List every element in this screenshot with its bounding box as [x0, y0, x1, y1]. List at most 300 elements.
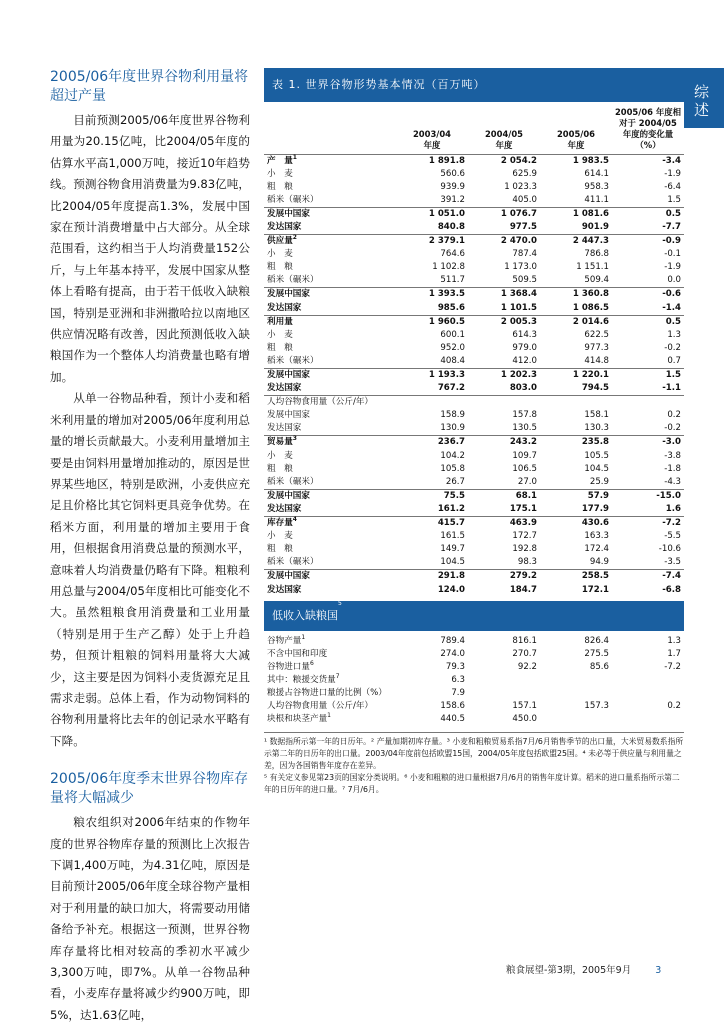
- row-label: [264, 274, 396, 288]
- value-cell: 130.5: [512, 423, 537, 434]
- section1-heading: 2005/06年度世界谷物利用量将超过产量: [50, 69, 249, 104]
- value-cell: 235.8: [540, 436, 612, 450]
- value-cell: 764.6: [440, 249, 465, 260]
- value-cell: 1 023.3: [504, 181, 537, 192]
- table-row: [264, 635, 684, 648]
- row-label: [264, 396, 396, 410]
- table-row: [264, 261, 684, 274]
- change-cell: 1.5: [612, 369, 684, 383]
- page-number: 3: [655, 965, 662, 976]
- value-cell: 412.0: [512, 355, 537, 366]
- value-cell: 1 220.1: [540, 369, 612, 383]
- row-label: [264, 221, 396, 235]
- value-cell: 2 447.3: [540, 235, 612, 249]
- change-cell: [612, 674, 684, 687]
- value-cell: 405.0: [512, 194, 537, 205]
- page-footer: [506, 962, 661, 976]
- row-label-text: 稻米（碾米）: [267, 476, 319, 487]
- row-label: [264, 315, 396, 329]
- value-cell: 274.0: [440, 648, 465, 659]
- value-cell: 106.5: [512, 463, 537, 474]
- section1-paragraph-2: 从单一谷物品种看，预计小麦和稻米利用量的增加对2005/06年度利用总量的增长贡献最大。小麦利用量增加主要是由饲料用量增加推动的，原因是世界某些地区，特别是欧洲，小麦供应充足且价格比其它饲料更具竞争优势。在稻米方面，利用量的增加主要用于食用，但根据食用消费总量的预测水平，意味着人均消费量仍略有下降。粗粮利用总量与2004/05年度相比可能变化不大。虽然粗粮食用消费量和工业用量（特别是用于生产乙醇）处于上升趋势，但预计粗粮的饲料用量将大大减少，这主要是因为饲料小麦货源充足且需求走弱。总体上看，作为动物饲料的谷物利用量将比去年的创记录水平略有下降。: [50, 391, 250, 748]
- table-row: [264, 584, 684, 597]
- row-label: [264, 570, 396, 584]
- row-label: [264, 713, 396, 726]
- row-label: [264, 181, 396, 194]
- row-footnote-marker: 7: [335, 672, 340, 680]
- value-cell: 1 193.3: [396, 369, 468, 383]
- row-label-text: 发展中国家: [267, 208, 310, 219]
- row-footnote-marker: 3: [292, 435, 297, 443]
- change-cell: -5.5: [664, 531, 681, 542]
- footnote: ⁵ 有关定义参见第23页的国家分类说明。⁶ 小麦和粗粮的进口量根据7月/6月的销售年度计算。稻米的进口量系指所示第二年的日历年的进口量。⁷ 7月/6月。: [264, 773, 680, 795]
- value-cell: 840.8: [437, 221, 465, 232]
- value-cell: 1 202.3: [468, 369, 540, 383]
- change-cell: -0.6: [612, 288, 684, 302]
- value-cell: 175.1: [509, 503, 537, 514]
- value-cell: 68.1: [468, 489, 540, 503]
- value-cell: 509.5: [512, 275, 537, 286]
- row-label-text: 人均谷物食用量（公斤/年）: [267, 701, 374, 712]
- value-cell: 6.3: [451, 674, 465, 685]
- value-cell: 157.8: [512, 410, 537, 421]
- row-label-text: 块根和块茎产量: [267, 714, 328, 725]
- table-row: [264, 450, 684, 463]
- section2-paragraph-1: 粮农组织对2006年结束的作物年度的世界谷物库存量的预测比上次报告下调1,400万吨，为4.31亿吨，原因是目前预计2005/06年度全球谷物产量相对于利用量的缺口加大，将需要动用储备给予补充。根据这一预测，世界谷物库存量将比相对较高的季初水平减少3,300万吨，即7%。从单一谷物品种看，小麦库存量将减少约900万吨，即5%，达1.63亿吨，: [50, 815, 250, 1022]
- table-row: [264, 221, 684, 235]
- value-cell: 1 101.5: [500, 302, 537, 313]
- row-label-text: 贸易量: [267, 437, 293, 448]
- row-label-text: 稻米（碾米）: [267, 355, 319, 366]
- table-row: [264, 713, 684, 726]
- row-label-text: 发达国家: [267, 423, 302, 434]
- value-cell: 192.8: [512, 544, 537, 555]
- row-label: [264, 235, 396, 249]
- change-cell: [612, 396, 684, 410]
- value-cell: 977.3: [584, 342, 609, 353]
- value-cell: 172.7: [512, 531, 537, 542]
- value-cell: 1 891.8: [396, 154, 468, 168]
- value-cell: 625.9: [512, 168, 537, 179]
- change-cell: 1.6: [665, 503, 681, 514]
- value-cell: [468, 396, 540, 410]
- value-cell: 816.1: [512, 635, 537, 646]
- value-cell: 98.3: [517, 557, 537, 568]
- col-header: [540, 102, 612, 154]
- row-label-text: 稻米（碾米）: [267, 194, 319, 205]
- row-label-text: 谷物进口量: [267, 661, 310, 672]
- change-cell: -1.4: [662, 302, 681, 313]
- value-cell: 7.9: [451, 687, 465, 698]
- row-label-text: 发展中国家: [267, 410, 310, 421]
- value-cell: 2 014.6: [540, 315, 612, 329]
- row-label-text: 不含中国和印度: [267, 648, 328, 659]
- value-cell: [540, 713, 612, 726]
- value-cell: 1 368.4: [468, 288, 540, 302]
- value-cell: 614.1: [584, 168, 609, 179]
- value-cell: 157.3: [584, 701, 609, 712]
- value-cell: 258.5: [540, 570, 612, 584]
- change-cell: 0.2: [667, 410, 681, 421]
- table-row: [264, 687, 684, 700]
- value-cell: [540, 674, 612, 687]
- value-cell: 803.0: [509, 383, 537, 394]
- value-cell: 243.2: [468, 436, 540, 450]
- row-label: [264, 476, 396, 490]
- change-cell: -7.7: [662, 221, 681, 232]
- change-cell: -0.2: [664, 423, 681, 434]
- row-footnote-marker: 1: [327, 712, 331, 720]
- value-cell: 1 051.0: [396, 207, 468, 221]
- main-data-table: [264, 102, 684, 597]
- row-label: [264, 503, 396, 517]
- row-label: [264, 342, 396, 355]
- value-cell: 161.2: [437, 503, 465, 514]
- value-cell: 463.9: [468, 517, 540, 531]
- table-row: [264, 648, 684, 661]
- row-label-text: 发达国家: [267, 584, 302, 595]
- table-row: [264, 194, 684, 208]
- value-cell: 275.5: [584, 648, 609, 659]
- table-row: [264, 396, 684, 410]
- row-footnote-marker: 4: [292, 516, 297, 524]
- value-cell: 977.5: [509, 221, 537, 232]
- value-cell: 786.8: [584, 249, 609, 260]
- value-cell: 158.9: [440, 410, 465, 421]
- table-row: [264, 661, 684, 674]
- row-label-text: 小 麦: [267, 168, 293, 179]
- value-cell: 104.5: [584, 463, 609, 474]
- table-row: [264, 517, 684, 531]
- col-header-label: 2004/05 年度: [484, 128, 524, 150]
- table-row: [264, 570, 684, 584]
- row-label: [264, 248, 396, 261]
- value-cell: 789.4: [440, 635, 465, 646]
- table-row: [264, 543, 684, 556]
- change-cell: -1.9: [664, 262, 681, 273]
- value-cell: 172.4: [584, 544, 609, 555]
- change-cell: -6.8: [662, 584, 681, 595]
- change-cell: -3.5: [664, 557, 681, 568]
- section2-heading: 2005/06年度季末世界谷物库存量将大幅减少: [50, 771, 249, 807]
- row-label-text: 粮援占谷物进口量的比例（%）: [267, 687, 387, 698]
- table-row: [264, 342, 684, 355]
- change-cell: -15.0: [612, 489, 684, 503]
- table-row: [264, 302, 684, 316]
- value-cell: 130.3: [584, 423, 609, 434]
- row-label: [264, 422, 396, 436]
- value-cell: 177.9: [581, 503, 609, 514]
- row-label-text: 发展中国家: [267, 289, 310, 300]
- change-cell: 0.5: [612, 315, 684, 329]
- value-cell: 124.0: [437, 584, 465, 595]
- col-header-label: 2005/06 年度相对于 2004/05 年度的变化量（%）: [614, 106, 682, 150]
- change-cell: 0.0: [667, 275, 681, 286]
- value-cell: 901.9: [581, 221, 609, 232]
- value-cell: 75.5: [396, 489, 468, 503]
- value-cell: 94.9: [589, 557, 609, 568]
- value-cell: 560.6: [440, 168, 465, 179]
- table-row: [264, 288, 684, 302]
- row-label-text: 粗 粮: [267, 342, 293, 353]
- value-cell: 787.4: [512, 249, 537, 260]
- row-label: [264, 261, 396, 274]
- value-cell: 1 983.5: [540, 154, 612, 168]
- value-cell: 1 102.8: [432, 262, 465, 273]
- value-cell: 104.5: [440, 557, 465, 568]
- value-cell: 27.0: [517, 476, 537, 487]
- row-label-text: 人均谷物食用量（公斤/年）: [267, 397, 374, 408]
- change-cell: 0.5: [612, 207, 684, 221]
- value-cell: 85.6: [589, 661, 609, 672]
- row-label: [264, 409, 396, 422]
- row-label: [264, 584, 396, 597]
- table-row: [264, 154, 684, 168]
- table-row: [264, 556, 684, 570]
- row-label-text: 小 麦: [267, 249, 293, 260]
- row-label-text: 粗 粮: [267, 544, 293, 555]
- value-cell: 104.2: [440, 450, 465, 461]
- row-label-text: 发达国家: [267, 383, 302, 394]
- row-label: [264, 436, 396, 450]
- row-label: [264, 635, 396, 648]
- row-footnote-marker: 2: [292, 234, 297, 242]
- value-cell: 939.9: [440, 181, 465, 192]
- change-cell: 0.2: [667, 701, 681, 712]
- value-cell: 794.5: [581, 383, 609, 394]
- change-cell: -7.2: [612, 517, 684, 531]
- change-cell: -3.0: [612, 436, 684, 450]
- table-row: [264, 168, 684, 181]
- row-footnote-marker: 1: [301, 633, 306, 641]
- value-cell: 158.1: [584, 410, 609, 421]
- row-label: [264, 463, 396, 476]
- change-cell: -1.9: [664, 168, 681, 179]
- value-cell: 952.0: [440, 342, 465, 353]
- value-cell: 163.3: [584, 531, 609, 542]
- change-cell: [612, 713, 684, 726]
- value-cell: 184.7: [509, 584, 537, 595]
- table-row: [264, 235, 684, 249]
- table-row: [264, 355, 684, 369]
- lifdc-title-sup: 5: [338, 599, 342, 607]
- section1-paragraph-1: 目前预测2005/06年度世界谷物利用量为20.15亿吨，比2004/05年度的估算水平高1,000万吨，接近10年趋势线。预测谷物食用消费量为9.83亿吨，比2004/05年度提高1.3%，发展中国家在预计消费增量中占大部分。从全球范围看，这约相当于人均消费量152公斤，与上年基本持平，发展中国家从整体上看略有提高，由于若干低收入缺粮国，特别是亚洲和非洲撒哈拉以南地区供应情况略有改善，因此预测低收入缺粮国作为一个整体人均消费量也略有增加。: [50, 113, 250, 384]
- row-label-text: 产 量: [267, 155, 293, 166]
- table-title: 表 1. 世界谷物形势基本情况（百万吨）: [264, 68, 684, 102]
- row-label-text: 发展中国家: [267, 571, 310, 582]
- value-cell: 1 173.0: [504, 262, 537, 273]
- row-label-text: 小 麦: [267, 531, 293, 542]
- change-cell: -1.8: [664, 463, 681, 474]
- row-label: [264, 687, 396, 700]
- row-label-text: 稻米（碾米）: [267, 275, 319, 286]
- table-footnotes: [264, 732, 684, 796]
- publication-name: 粮食展望-第3期，2005年9月: [506, 965, 632, 976]
- table-row: [264, 248, 684, 261]
- value-cell: 985.6: [437, 302, 465, 313]
- row-footnote-marker: 6: [309, 659, 314, 667]
- change-cell: 1.3: [667, 329, 681, 340]
- value-cell: 57.9: [540, 489, 612, 503]
- article-column: [50, 68, 250, 1026]
- table-row: [264, 489, 684, 503]
- change-cell: -1.1: [662, 383, 681, 394]
- value-cell: 1 960.5: [396, 315, 468, 329]
- value-cell: 130.9: [440, 423, 465, 434]
- lifdc-data-table: [264, 635, 684, 727]
- row-label-text: 供应量: [267, 236, 293, 247]
- table-row: [264, 274, 684, 288]
- row-label-text: 小 麦: [267, 329, 293, 340]
- row-label-text: 粗 粮: [267, 262, 293, 273]
- change-cell: 1.5: [667, 194, 681, 205]
- change-cell: -7.4: [612, 570, 684, 584]
- lifdc-band: [264, 601, 684, 631]
- value-cell: 157.1: [512, 701, 537, 712]
- value-cell: 158.6: [440, 701, 465, 712]
- table-row: [264, 382, 684, 396]
- row-label: [264, 194, 396, 208]
- change-cell: -0.2: [664, 342, 681, 353]
- value-cell: 415.7: [396, 517, 468, 531]
- table-row: [264, 476, 684, 490]
- value-cell: 109.7: [512, 450, 537, 461]
- row-label: [264, 661, 396, 674]
- value-cell: 79.3: [445, 661, 465, 672]
- row-label: [264, 154, 396, 168]
- col-header-label: 2003/04 年度: [412, 128, 452, 150]
- row-label-text: 发达国家: [267, 302, 302, 313]
- row-label: [264, 517, 396, 531]
- value-cell: 2 005.3: [468, 315, 540, 329]
- value-cell: 161.5: [440, 531, 465, 542]
- row-label-text: 粗 粮: [267, 463, 293, 474]
- row-label: [264, 329, 396, 342]
- change-cell: -10.6: [658, 544, 681, 555]
- value-cell: 958.3: [584, 181, 609, 192]
- table-row: [264, 181, 684, 194]
- table-row: [264, 329, 684, 342]
- value-cell: 172.1: [581, 584, 609, 595]
- value-cell: [540, 396, 612, 410]
- value-cell: 279.2: [468, 570, 540, 584]
- value-cell: 105.5: [584, 450, 609, 461]
- change-cell: -6.4: [664, 181, 681, 192]
- value-cell: 25.9: [589, 476, 609, 487]
- value-cell: 450.0: [512, 714, 537, 725]
- value-cell: 767.2: [437, 383, 465, 394]
- value-cell: 411.1: [584, 194, 609, 205]
- value-cell: 622.5: [584, 329, 609, 340]
- row-footnote-marker: 1: [292, 153, 297, 161]
- row-label: [264, 168, 396, 181]
- value-cell: 2 054.2: [468, 154, 540, 168]
- value-cell: [396, 396, 468, 410]
- change-cell: -0.1: [664, 249, 681, 260]
- row-label: [264, 369, 396, 383]
- row-label-text: 其中：粮援交货量: [267, 674, 336, 685]
- change-cell: -0.9: [612, 235, 684, 249]
- row-label-text: 发达国家: [267, 221, 302, 232]
- value-cell: 92.2: [517, 661, 537, 672]
- row-label: [264, 648, 396, 661]
- row-label-text: 库存量: [267, 518, 293, 529]
- row-label-text: 发达国家: [267, 503, 302, 514]
- value-cell: 391.2: [440, 194, 465, 205]
- value-cell: 511.7: [440, 275, 465, 286]
- row-label: [264, 207, 396, 221]
- value-cell: 1 151.1: [576, 262, 609, 273]
- table-row: [264, 315, 684, 329]
- row-label: [264, 556, 396, 570]
- value-cell: 430.6: [540, 517, 612, 531]
- value-cell: [540, 687, 612, 700]
- change-cell: 1.7: [667, 648, 681, 659]
- table-row: [264, 463, 684, 476]
- row-label-text: 利用量: [267, 316, 293, 327]
- change-cell: 1.3: [667, 635, 681, 646]
- row-label-text: 发展中国家: [267, 490, 310, 501]
- row-label: [264, 543, 396, 556]
- col-header: [612, 102, 684, 154]
- lifdc-title: 低收入缺粮国: [272, 608, 338, 622]
- value-cell: 614.3: [512, 329, 537, 340]
- change-cell: -7.2: [664, 661, 681, 672]
- value-cell: 1 393.5: [396, 288, 468, 302]
- change-cell: -3.4: [612, 154, 684, 168]
- table-row: [264, 422, 684, 436]
- value-cell: 1 086.5: [572, 302, 609, 313]
- value-cell: 1 076.7: [468, 207, 540, 221]
- table-row: [264, 530, 684, 543]
- table-row: [264, 436, 684, 450]
- row-label-text: 稻米（碾米）: [267, 557, 319, 568]
- value-cell: 1 360.8: [540, 288, 612, 302]
- value-cell: 414.8: [584, 355, 609, 366]
- header-blank: [264, 102, 396, 154]
- value-cell: 2 379.1: [396, 235, 468, 249]
- value-cell: 2 470.0: [468, 235, 540, 249]
- value-cell: 979.0: [512, 342, 537, 353]
- value-cell: 440.5: [440, 714, 465, 725]
- value-cell: 26.7: [445, 476, 465, 487]
- row-label-text: 谷物产量: [267, 635, 302, 646]
- change-cell: -3.8: [664, 450, 681, 461]
- row-label: [264, 382, 396, 396]
- table-row: [264, 207, 684, 221]
- change-cell: [612, 687, 684, 700]
- value-cell: 826.4: [584, 635, 609, 646]
- row-label: [264, 674, 396, 687]
- col-header: [468, 102, 540, 154]
- row-label-text: 发展中国家: [267, 370, 310, 380]
- value-cell: 408.4: [440, 355, 465, 366]
- value-cell: 270.7: [512, 648, 537, 659]
- row-label-text: 粗 粮: [267, 181, 293, 192]
- value-cell: 236.7: [396, 436, 468, 450]
- change-cell: 0.7: [667, 355, 681, 366]
- row-label: [264, 302, 396, 316]
- value-cell: 291.8: [396, 570, 468, 584]
- row-label: [264, 530, 396, 543]
- row-label: [264, 288, 396, 302]
- value-cell: [468, 674, 540, 687]
- col-header-label: 2005/06 年度: [556, 128, 596, 150]
- value-cell: 509.4: [584, 275, 609, 286]
- table-row: [264, 503, 684, 517]
- row-label: [264, 489, 396, 503]
- value-cell: 149.7: [440, 544, 465, 555]
